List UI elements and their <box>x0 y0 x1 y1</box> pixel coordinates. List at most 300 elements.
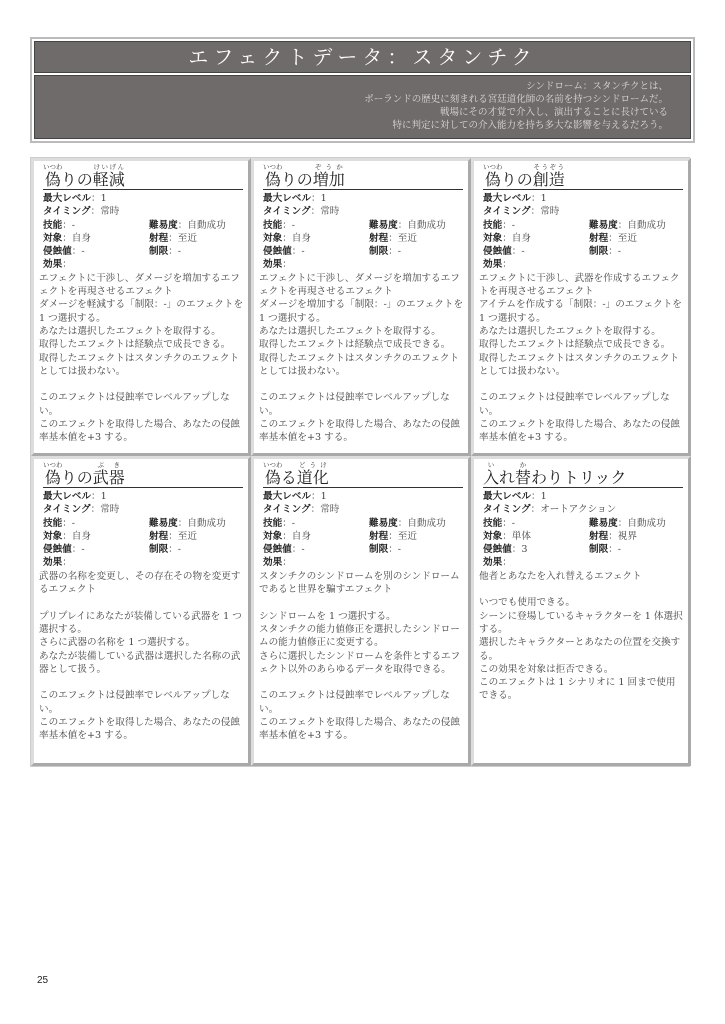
effect-text-line: このエフェクトは 1 シナリオに 1 回まで使用できる。 <box>479 677 676 702</box>
field-separator: ： <box>502 517 512 529</box>
field-label: 射程 <box>589 530 609 542</box>
effect-card <box>31 158 251 456</box>
effect-text-line: アイテムを作成する「制限：-」のエフェクトを 1 つ選択する。 <box>479 299 682 324</box>
effect-text-line: プリプレイにあなたが装備している武器を 1 つ選択する。 <box>39 610 242 635</box>
effect-text-line <box>479 583 685 596</box>
field-label: 技能 <box>483 219 503 231</box>
field-label: 効果 <box>263 557 283 569</box>
title-kana: りの <box>500 170 533 189</box>
field-value: 常時 <box>100 504 120 516</box>
field-separator: ： <box>608 232 618 244</box>
field-separator: ： <box>608 530 618 542</box>
field-label: 技能 <box>43 219 63 231</box>
row-max-level <box>39 192 245 205</box>
effect-text-line: このエフェクトを取得した場合、あなたの侵蝕率基本値を+3 する。 <box>39 717 240 742</box>
field-value: 常時 <box>320 504 340 516</box>
field-value: - <box>617 544 622 556</box>
effect-text-line: ダメージを軽減する「制限：-」のエフェクトを 1 つ選択する。 <box>39 299 244 324</box>
field-label: 効果 <box>43 259 63 271</box>
row-effect <box>479 258 685 271</box>
effect-text-line: シーンに登場しているキャラクターを 1 体選択する。 <box>479 610 683 635</box>
title-kanji: 武器 <box>92 468 125 487</box>
field-value: - <box>397 544 402 556</box>
effect-title <box>43 163 243 190</box>
row-timing <box>479 205 685 218</box>
field-value: 自動成功 <box>627 219 666 231</box>
field-separator: ： <box>62 232 72 244</box>
field-target <box>43 530 149 543</box>
field-value: - <box>177 544 182 556</box>
title-kanji: 増加 <box>312 170 345 189</box>
field-separator: ： <box>530 193 541 204</box>
field-label: 侵蝕値 <box>43 246 72 258</box>
effect-text-line <box>259 596 465 609</box>
field-range <box>589 232 637 245</box>
title-reading: いつわ <box>483 163 503 171</box>
effect-body <box>479 570 685 703</box>
field-skill <box>263 517 369 530</box>
field-label: 効果 <box>483 259 503 271</box>
field-label: タイミング <box>263 504 311 516</box>
field-difficulty <box>149 517 226 530</box>
row-timing <box>479 503 685 516</box>
field-timing <box>263 503 339 516</box>
field-value: 自身 <box>71 232 91 244</box>
field-erosion <box>43 245 149 258</box>
field-label: 対象 <box>43 232 63 244</box>
field-label: 難易度 <box>149 219 178 231</box>
title-reading: ぞうか <box>312 163 345 171</box>
effect-text-line: あなたが装備している武器は選択した名称の武器として扱う。 <box>39 650 241 675</box>
title-kana: りの <box>60 170 93 189</box>
row-erosion <box>259 245 465 258</box>
field-separator: ： <box>502 219 512 231</box>
field-separator: ： <box>168 530 178 542</box>
field-label: 射程 <box>589 232 609 244</box>
row-timing <box>39 503 245 516</box>
field-timing <box>483 503 616 516</box>
effect-text-line: 取得したエフェクトはスタンチクのエフェクトとしては扱わない。 <box>39 352 240 377</box>
effect-title <box>43 461 243 488</box>
field-separator: ： <box>617 219 628 231</box>
row-skill <box>39 517 245 530</box>
row-effect <box>259 258 465 271</box>
field-target <box>43 232 149 245</box>
effect-text-line: 取得したエフェクトはスタンチクのエフェクトとしては扱わない。 <box>259 352 460 377</box>
field-value: - <box>177 246 182 258</box>
row-timing <box>259 503 465 516</box>
field-max_level <box>483 192 547 205</box>
title-kanji: 偽 <box>263 468 283 487</box>
title-reading: い <box>483 461 499 469</box>
title-kanji: 偽 <box>483 170 503 189</box>
effect-text-line: シンドロームを 1 つ選択する。 <box>259 610 396 622</box>
field-separator: ： <box>282 557 292 569</box>
title-kana: れ <box>499 468 516 487</box>
title-kana: りの <box>60 468 93 487</box>
field-value: - <box>71 219 76 231</box>
field-separator: ： <box>71 246 82 258</box>
field-difficulty <box>369 219 446 232</box>
effect-body <box>39 272 245 445</box>
field-value: 1 <box>100 193 107 204</box>
title-reading: そうぞう <box>532 163 565 171</box>
title-ruby <box>296 461 329 487</box>
row-skill <box>479 219 685 232</box>
row-erosion <box>259 543 465 556</box>
effect-text-line <box>39 378 245 391</box>
field-separator: ： <box>282 259 292 271</box>
title-reading: いつわ <box>263 163 283 171</box>
field-separator: ： <box>62 259 72 271</box>
title-kanji: 替 <box>515 468 532 487</box>
field-skill <box>263 219 369 232</box>
effect-text-line: このエフェクトは侵蝕率でレベルアップしない。 <box>39 392 230 417</box>
field-separator: ： <box>530 491 541 502</box>
description-line: シンドローム：スタンチクとは、 <box>526 81 668 92</box>
field-separator: ： <box>168 232 178 244</box>
field-max_level <box>43 490 107 503</box>
field-value: 至近 <box>177 530 197 542</box>
effect-text-line: 取得したエフェクトは経験点で成長できる。 <box>259 339 451 351</box>
field-max_level <box>43 192 107 205</box>
field-value: - <box>81 246 85 258</box>
row-target <box>39 530 245 543</box>
field-limit <box>589 543 621 556</box>
field-target <box>263 232 369 245</box>
effect-text-line: あなたは選択したエフェクトを取得する。 <box>39 325 221 337</box>
field-separator: ： <box>282 232 292 244</box>
field-target <box>483 530 589 543</box>
title-ruby <box>263 461 283 487</box>
effect-text-line: スタンチクの能力値修正を選択したシンドロームの能力値修正に変更する。 <box>259 623 460 649</box>
field-separator: ： <box>310 193 321 204</box>
field-range <box>149 530 197 543</box>
row-target <box>479 530 685 543</box>
field-value: - <box>71 517 76 529</box>
field-effect <box>483 258 512 271</box>
field-value: - <box>291 517 296 529</box>
field-value: 1 <box>320 193 327 204</box>
field-separator: ： <box>71 544 82 556</box>
field-separator: ： <box>388 246 398 258</box>
field-label: 制限 <box>589 246 609 258</box>
field-value: オートアクション <box>540 504 617 516</box>
field-separator: ： <box>291 246 302 258</box>
field-limit <box>369 245 401 258</box>
row-target <box>259 232 465 245</box>
field-label: 制限 <box>149 544 169 556</box>
effect-text-line: このエフェクトを取得した場合、あなたの侵蝕率基本値を+3 する。 <box>39 419 240 444</box>
field-value: 3 <box>521 544 528 556</box>
row-effect <box>479 556 685 569</box>
field-separator: ： <box>608 544 618 556</box>
row-erosion <box>479 543 685 556</box>
title-reading: ぶき <box>92 461 125 469</box>
effect-text-line: 選択したキャラクターとあなたの位置を交換する。 <box>479 637 681 662</box>
effect-text-line: このエフェクトを取得した場合、あなたの侵蝕率基本値を+3 する。 <box>259 717 460 742</box>
effect-text-line: ダメージを増加する「制限：-」のエフェクトを 1 つ選択する。 <box>259 299 464 324</box>
field-separator: ： <box>177 219 188 231</box>
title-kanji: 軽減 <box>92 170 125 189</box>
field-separator: ： <box>502 557 512 569</box>
title-reading: どうけ <box>296 461 329 469</box>
effect-text-line: さらに選択したシンドロームを条件とするエフェクト以外のあらゆるデータを取得できる。 <box>259 650 461 675</box>
row-max-level <box>479 490 685 503</box>
field-label: 射程 <box>369 530 389 542</box>
field-label: 対象 <box>43 530 63 542</box>
field-value: 常時 <box>540 206 560 218</box>
page-number: 25 <box>37 975 49 986</box>
field-separator: ： <box>530 206 541 218</box>
field-value: - <box>521 246 525 258</box>
field-value: 至近 <box>397 530 417 542</box>
field-value: 1 <box>100 491 107 502</box>
title-ruby <box>312 163 345 189</box>
field-separator: ： <box>388 530 398 542</box>
field-value: 自動成功 <box>187 517 226 529</box>
field-label: 制限 <box>589 544 609 556</box>
field-value: 常時 <box>100 206 120 218</box>
header-box <box>30 37 695 143</box>
field-label: 最大レベル <box>263 491 311 502</box>
field-label: タイミング <box>483 206 531 218</box>
row-erosion <box>39 245 245 258</box>
field-value: 自身 <box>291 530 311 542</box>
field-label: 効果 <box>263 259 283 271</box>
field-limit <box>589 245 621 258</box>
title-kana: りの <box>280 170 313 189</box>
effect-card <box>31 456 251 766</box>
effect-text-line: この効果を対象は拒否できる。 <box>479 663 614 675</box>
field-separator: ： <box>282 219 292 231</box>
row-target <box>39 232 245 245</box>
field-max_level <box>263 490 327 503</box>
effect-text-line: 取得したエフェクトは経験点で成長できる。 <box>479 339 671 351</box>
field-label: 最大レベル <box>483 491 531 502</box>
field-difficulty <box>589 219 666 232</box>
field-effect <box>263 258 292 271</box>
field-separator: ： <box>310 491 321 502</box>
title-kanji: 道化 <box>296 468 329 487</box>
field-label: 侵蝕値 <box>483 544 512 556</box>
field-erosion <box>263 543 369 556</box>
field-label: タイミング <box>483 504 531 516</box>
title-reading: けいげん <box>92 163 125 171</box>
title-ruby <box>483 163 503 189</box>
row-max-level <box>259 490 465 503</box>
effect-body <box>479 272 685 445</box>
page-title: エフェクトデータ：スタンチク <box>34 41 691 73</box>
field-label: 最大レベル <box>43 491 91 502</box>
field-value: - <box>301 544 305 556</box>
row-erosion <box>479 245 685 258</box>
field-value: - <box>397 246 402 258</box>
title-reading: いつわ <box>43 461 63 469</box>
field-separator: ： <box>388 232 398 244</box>
field-value: 自身 <box>511 232 531 244</box>
effect-card <box>251 158 471 456</box>
field-separator: ： <box>62 530 72 542</box>
field-label: 効果 <box>483 557 503 569</box>
row-max-level <box>39 490 245 503</box>
field-value: 視界 <box>617 530 637 542</box>
field-label: 制限 <box>369 246 389 258</box>
row-timing <box>259 205 465 218</box>
field-label: タイミング <box>43 206 91 218</box>
effect-text-line: このエフェクトを取得した場合、あなたの侵蝕率基本値を+3 する。 <box>479 419 680 444</box>
description-line: 戦場にその才覚で介入し、演出することに長けている <box>439 107 668 118</box>
title-ruby <box>92 461 125 487</box>
field-range <box>369 530 417 543</box>
field-range <box>369 232 417 245</box>
field-timing <box>483 205 559 218</box>
field-target <box>483 232 589 245</box>
effect-card <box>471 158 691 456</box>
title-ruby <box>43 163 63 189</box>
field-label: 制限 <box>369 544 389 556</box>
field-label: 難易度 <box>369 219 398 231</box>
field-label: タイミング <box>43 504 91 516</box>
field-value: 自身 <box>71 530 91 542</box>
effect-title <box>483 461 683 488</box>
title-kanji: 偽 <box>43 468 63 487</box>
field-label: 技能 <box>263 219 283 231</box>
field-label: タイミング <box>263 206 311 218</box>
field-skill <box>483 517 589 530</box>
effect-text-line: さらに武器の名称を 1 つ選択する。 <box>39 637 196 649</box>
effect-card <box>471 456 691 766</box>
field-value: - <box>511 219 516 231</box>
field-value: 1 <box>540 491 547 502</box>
field-value: 1 <box>540 193 547 204</box>
field-effect <box>483 556 512 569</box>
field-label: 難易度 <box>589 517 618 529</box>
title-kana: る <box>280 468 297 487</box>
effect-text-line: いつでも使用できる。 <box>479 597 575 609</box>
effect-text-line: 取得したエフェクトはスタンチクのエフェクトとしては扱わない。 <box>479 352 680 377</box>
field-separator: ： <box>511 544 522 556</box>
field-erosion <box>263 245 369 258</box>
field-value: 1 <box>320 491 327 502</box>
field-separator: ： <box>62 557 72 569</box>
field-separator: ： <box>62 219 72 231</box>
field-separator: ： <box>511 246 522 258</box>
field-separator: ： <box>282 530 292 542</box>
title-kanji: 偽 <box>43 170 63 189</box>
field-label: 難易度 <box>589 219 618 231</box>
field-separator: ： <box>608 246 618 258</box>
field-effect <box>263 556 292 569</box>
field-limit <box>149 245 181 258</box>
field-label: 侵蝕値 <box>263 544 292 556</box>
field-max_level <box>263 192 327 205</box>
field-value: - <box>511 517 516 529</box>
field-difficulty <box>149 219 226 232</box>
field-limit <box>149 543 181 556</box>
effect-body <box>39 570 245 743</box>
field-effect <box>43 258 72 271</box>
field-separator: ： <box>388 544 398 556</box>
field-label: 対象 <box>483 232 503 244</box>
description-line: 特に判定に対しての介入能力を持ち多大な影響を与えるだろう。 <box>392 120 668 131</box>
row-max-level <box>479 192 685 205</box>
field-range <box>589 530 637 543</box>
field-value: 自身 <box>291 232 311 244</box>
description-line: ポーランドの歴史に刻まれる宮廷道化師の名前を持つシンドロームだ。 <box>364 94 668 105</box>
row-skill <box>259 219 465 232</box>
syndrome-description <box>34 75 691 139</box>
effect-text-line: このエフェクトは侵蝕率でレベルアップしない。 <box>259 690 450 715</box>
effect-text-line: あなたは選択したエフェクトを取得する。 <box>259 325 441 337</box>
effect-text-line: このエフェクトは侵蝕率でレベルアップしない。 <box>39 690 230 715</box>
field-value: - <box>81 544 85 556</box>
field-skill <box>43 219 149 232</box>
field-range <box>149 232 197 245</box>
field-label: 侵蝕値 <box>483 246 512 258</box>
row-target <box>479 232 685 245</box>
title-ruby <box>43 461 63 487</box>
field-label: 侵蝕値 <box>263 246 292 258</box>
field-erosion <box>43 543 149 556</box>
field-difficulty <box>589 517 666 530</box>
row-effect <box>39 556 245 569</box>
title-reading: いつわ <box>263 461 283 469</box>
field-value: 単体 <box>511 530 531 542</box>
title-kanji: 偽 <box>263 170 283 189</box>
field-label: 射程 <box>369 232 389 244</box>
title-reading: いつわ <box>43 163 63 171</box>
effect-text-line: 他者とあなたを入れ替えるエフェクト <box>479 570 642 582</box>
field-separator: ： <box>310 206 321 218</box>
effect-text-line <box>39 596 245 609</box>
title-ruby <box>532 163 565 189</box>
effect-text-line: 取得したエフェクトは経験点で成長できる。 <box>39 339 231 351</box>
field-value: 自動成功 <box>187 219 226 231</box>
field-separator: ： <box>90 206 101 218</box>
row-skill <box>479 517 685 530</box>
field-separator: ： <box>168 246 178 258</box>
field-label: 対象 <box>263 530 283 542</box>
effect-body <box>259 272 465 445</box>
row-effect <box>259 556 465 569</box>
field-value: 自動成功 <box>407 517 446 529</box>
field-label: 侵蝕値 <box>43 544 72 556</box>
field-separator: ： <box>168 544 178 556</box>
field-label: 対象 <box>263 232 283 244</box>
field-separator: ： <box>90 504 101 516</box>
row-max-level <box>259 192 465 205</box>
field-separator: ： <box>397 517 408 529</box>
field-label: 難易度 <box>369 517 398 529</box>
field-separator: ： <box>177 517 188 529</box>
field-separator: ： <box>282 517 292 529</box>
field-label: 技能 <box>483 517 503 529</box>
field-value: 至近 <box>177 232 197 244</box>
field-timing <box>263 205 339 218</box>
field-label: 技能 <box>263 517 283 529</box>
effect-text-line: このエフェクトは侵蝕率でレベルアップしない。 <box>259 392 450 417</box>
row-erosion <box>39 543 245 556</box>
field-separator: ： <box>617 517 628 529</box>
field-value: 自動成功 <box>627 517 666 529</box>
field-separator: ： <box>502 259 512 271</box>
effect-title <box>483 163 683 190</box>
title-ruby <box>263 163 283 189</box>
title-ruby <box>515 461 532 487</box>
field-label: 対象 <box>483 530 503 542</box>
effect-title <box>263 461 463 488</box>
